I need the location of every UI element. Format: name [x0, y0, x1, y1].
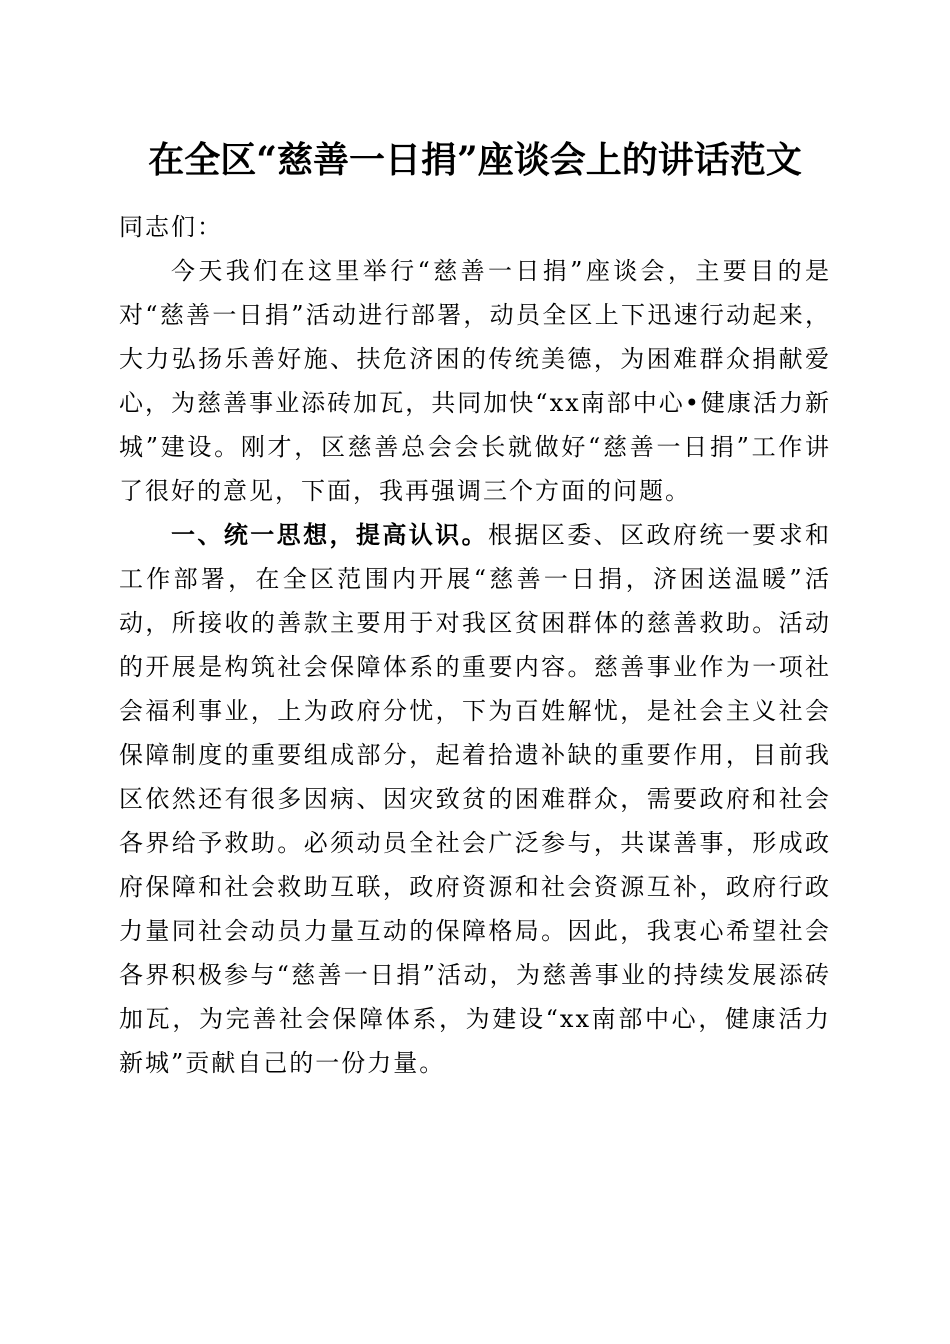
- section-1-body: 根据区委、区政府统一要求和工作部署，在全区范围内开展“慈善一日捐，济困送温暖”活动，所接收的善款主要用于对我区贫困群体的慈善救助。活动的开展是构筑社会保障体系的重要内容。慈善事业作为一项社会福利事业，上为政府分忧，下为百姓解忧，是社会主义社会保障制度的重要组成部分，起着拾遗补缺的重要作用，目前我区依然还有很多因病、因灾致贫的困难群众，需要政府和社会各界给予救助。必须动员全社会广泛参与，共谋善事，形成政府保障和社会救助互联，政府资源和社会资源互补，政府行政力量同社会动员力量互动的保障格局。因此，我衷心希望社会各界积极参与“慈善一日捐”活动，为慈善事业的持续发展添砖加瓦，为完善社会保障体系，为建设“xx南部中心，健康活力新城”贡献自己的一份力量。: [119, 521, 831, 1077]
- document-title: 在全区“慈善一日捐”座谈会上的讲话范文: [148, 139, 802, 181]
- paragraph-intro: 今天我们在这里举行“慈善一日捐”座谈会，主要目的是对“慈善一日捐”活动进行部署，动员全区上下迅速行动起来，大力弘扬乐善好施、扶危济困的传统美德，为困难群众捐献爱心，为慈善事业添砖加瓦，共同加快“xx南部中心•健康活力新城”建设。刚才，区慈善总会会长就做好“慈善一日捐”工作讲了很好的意见，下面，我再强调三个方面的问题。: [119, 257, 831, 505]
- paragraph-section-1: [119, 513, 831, 1085]
- document-body: [119, 205, 831, 1085]
- section-1-heading: 一、统一思想，提高认识。: [171, 520, 488, 549]
- salutation: 同志们：: [119, 213, 223, 241]
